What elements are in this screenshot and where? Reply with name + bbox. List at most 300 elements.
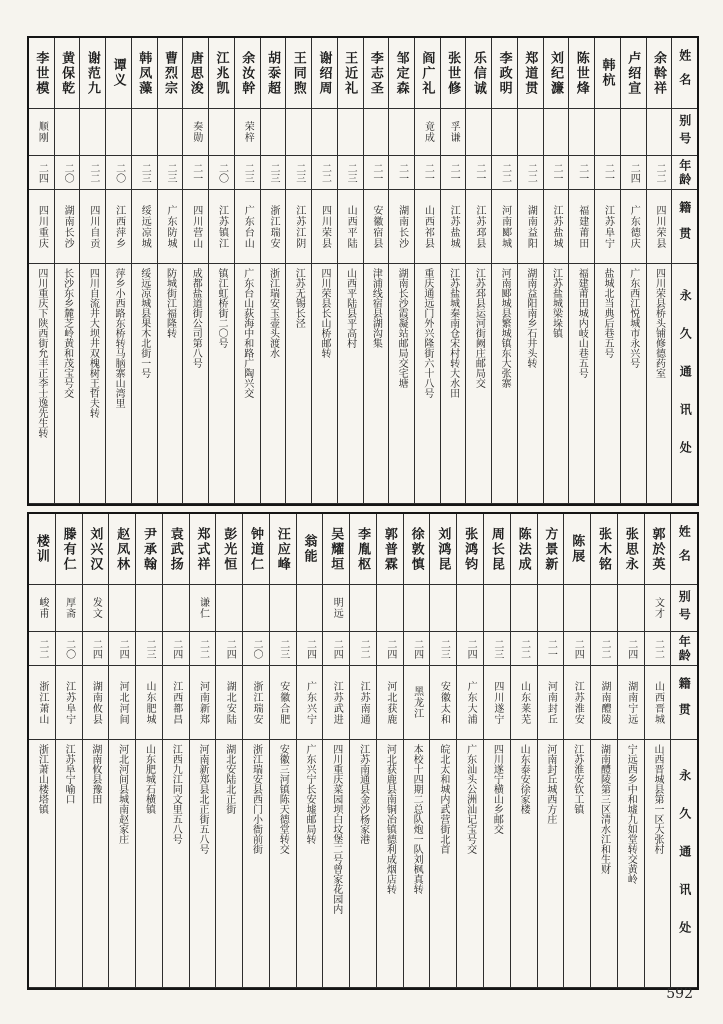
- person-age-text: 二二: [197, 638, 209, 659]
- person-column: [109, 514, 136, 988]
- person-name-text: 方景新: [543, 526, 559, 572]
- person-age-text: 二一: [576, 162, 588, 183]
- person-age-text: 二〇: [113, 162, 125, 183]
- person-name-cell: [518, 38, 543, 109]
- person-age-cell: [56, 632, 82, 666]
- person-native-text: 江苏邳县: [473, 204, 485, 249]
- person-address-text: 四川遂宁横山乡邮交: [491, 744, 503, 834]
- person-name-text: 卢绍宣: [626, 50, 642, 96]
- person-name-text: 王近礼: [343, 50, 359, 96]
- person-native-cell: [216, 666, 242, 740]
- person-alias-cell: [106, 109, 131, 156]
- person-native-cell: [136, 666, 162, 740]
- person-column: [538, 514, 565, 988]
- person-address-text: 河北获鹿县南铜冶镇德利成烟店转: [384, 744, 396, 894]
- person-native-cell: [621, 190, 646, 264]
- person-address-text: 重庆通远门外兴隆街六十八号: [421, 268, 433, 398]
- person-name-cell: [183, 38, 208, 109]
- person-column: [350, 514, 377, 988]
- person-age-cell: [544, 156, 569, 190]
- person-native-text: 河北获鹿: [384, 680, 396, 725]
- person-alias-cell: [511, 585, 537, 632]
- person-address-text: 四川重庆菜园坝白坟堡二号曾家花园内: [330, 744, 342, 914]
- header-column: [672, 38, 697, 504]
- person-address-text: 萍乡小西路东桥转马脑寨山湾里: [113, 268, 125, 408]
- person-native-text: 江苏镇江: [216, 204, 228, 249]
- person-address-text: 湖南益阳南乡石井头转: [524, 268, 536, 368]
- person-age-text: 二一: [551, 162, 563, 183]
- person-age-text: 二二: [36, 638, 48, 659]
- person-age-cell: [364, 156, 389, 190]
- person-name-text: 黄保乾: [60, 50, 76, 96]
- person-address-cell: [190, 740, 216, 988]
- person-name-cell: [55, 38, 80, 109]
- person-age-cell: [564, 632, 590, 666]
- header-address-label: 永久通讯处: [677, 768, 692, 959]
- person-age-text: 二四: [304, 638, 316, 659]
- person-native-cell: [591, 666, 617, 740]
- person-address-cell: [569, 264, 594, 504]
- person-alias-cell: [338, 109, 363, 156]
- person-name-cell: [364, 38, 389, 109]
- person-age-cell: [183, 156, 208, 190]
- person-address-cell: [106, 264, 131, 504]
- person-alias-cell: [350, 585, 376, 632]
- person-name-cell: [136, 514, 162, 585]
- person-age-cell: [55, 156, 80, 190]
- person-alias-text: 厚斋: [63, 597, 75, 619]
- person-native-cell: [538, 666, 564, 740]
- person-address-text: 广东兴宁长安墟邮局转: [304, 744, 316, 844]
- person-age-cell: [389, 156, 414, 190]
- person-age-cell: [404, 632, 430, 666]
- person-name-text: 张鸿钧: [463, 526, 479, 572]
- person-name-cell: [457, 514, 483, 585]
- person-name-cell: [569, 38, 594, 109]
- person-name-cell: [645, 514, 671, 585]
- person-column: [389, 38, 415, 504]
- person-alias-cell: [216, 585, 242, 632]
- person-name-cell: [209, 38, 234, 109]
- person-age-cell: [80, 156, 105, 190]
- person-address-cell: [430, 740, 456, 988]
- person-column: [457, 514, 484, 988]
- person-alias-cell: [457, 585, 483, 632]
- person-address-cell: [591, 740, 617, 988]
- person-name-cell: [158, 38, 183, 109]
- person-alias-cell: [430, 585, 456, 632]
- person-native-cell: [29, 190, 54, 264]
- person-name-text: 谭义: [111, 58, 127, 88]
- person-alias-cell: [492, 109, 517, 156]
- header-alias-cell: [671, 585, 697, 632]
- person-column: [80, 38, 106, 504]
- person-name-cell: [350, 514, 376, 585]
- person-column: [618, 514, 645, 988]
- person-alias-cell: [83, 585, 109, 632]
- person-alias-cell: [647, 109, 672, 156]
- header-age-label: 年龄: [677, 158, 692, 187]
- person-column: [235, 38, 261, 504]
- person-address-cell: [441, 264, 466, 504]
- person-address-text: 四川荣县桥头铺修德药室: [653, 268, 665, 378]
- person-age-text: 二一: [545, 638, 557, 659]
- person-address-cell: [323, 740, 349, 988]
- person-name-text: 徐敦慎: [409, 526, 425, 572]
- person-age-text: 二四: [572, 638, 584, 659]
- person-native-text: 湖南宁远: [625, 680, 637, 725]
- person-address-cell: [136, 740, 162, 988]
- person-address-cell: [29, 264, 54, 504]
- person-name-text: 江兆凯: [214, 50, 230, 96]
- person-age-cell: [338, 156, 363, 190]
- person-column: [183, 38, 209, 504]
- person-native-text: 江苏武进: [331, 680, 343, 725]
- person-name-cell: [312, 38, 337, 109]
- person-column: [163, 514, 190, 988]
- header-age-cell: [672, 156, 697, 190]
- person-name-cell: [29, 514, 55, 585]
- person-native-cell: [312, 190, 337, 264]
- person-age-text: 二四: [36, 162, 48, 183]
- person-address-text: 本校十四期二总队炮一队刘枫真转: [411, 744, 423, 894]
- person-alias-cell: [518, 109, 543, 156]
- person-name-cell: [286, 38, 311, 109]
- person-address-text: 山东肥城石横镇: [143, 744, 155, 814]
- person-age-text: 二一: [370, 162, 382, 183]
- person-name-text: 钟道仁: [249, 526, 264, 572]
- person-name-text: 郭於英: [650, 526, 666, 572]
- person-name-cell: [538, 514, 564, 585]
- person-column: [83, 514, 110, 988]
- person-name-cell: [235, 38, 260, 109]
- person-column: [297, 514, 324, 988]
- person-name-cell: [466, 38, 491, 109]
- person-alias-cell: [323, 585, 349, 632]
- person-address-text: 成都盐道街公司第八号: [190, 268, 202, 368]
- person-name-cell: [564, 514, 590, 585]
- person-address-cell: [518, 264, 543, 504]
- person-address-text: 安徽三河镇陈天德堂转交: [277, 744, 289, 854]
- person-name-cell: [261, 38, 286, 109]
- person-age-cell: [163, 632, 189, 666]
- roster-table-top: [27, 36, 699, 506]
- person-native-text: 江苏盐城: [448, 204, 460, 249]
- person-age-text: 二四: [411, 638, 423, 659]
- person-native-cell: [261, 190, 286, 264]
- person-address-text: 盐城北当典后巷五号: [602, 268, 614, 358]
- person-address-cell: [404, 740, 430, 988]
- person-native-cell: [55, 190, 80, 264]
- person-native-cell: [350, 666, 376, 740]
- person-address-text: 广东西江悦城市永兴号: [627, 268, 639, 368]
- person-name-cell: [297, 514, 323, 585]
- person-name-text: 刘鸿昆: [436, 526, 452, 572]
- person-address-text: 防城街江福隆转: [164, 268, 176, 338]
- person-address-cell: [56, 740, 82, 988]
- person-alias-cell: [364, 109, 389, 156]
- person-age-cell: [106, 156, 131, 190]
- person-address-cell: [544, 264, 569, 504]
- person-age-text: 二二: [652, 638, 664, 659]
- person-column: [569, 38, 595, 504]
- person-native-cell: [441, 190, 466, 264]
- person-alias-cell: [377, 585, 403, 632]
- person-age-cell: [29, 632, 55, 666]
- person-column: [55, 38, 81, 504]
- person-name-cell: [618, 514, 644, 585]
- person-address-text: 四川重庆下陕西街允丰正李士逸先生转: [35, 268, 47, 438]
- person-column: [441, 38, 467, 504]
- person-address-text: 镇江虹桥街二〇号: [216, 268, 227, 348]
- person-column: [484, 514, 511, 988]
- person-address-cell: [338, 264, 363, 504]
- person-name-cell: [338, 38, 363, 109]
- person-address-text: 江苏淮安钦工镇: [571, 744, 583, 814]
- header-name-cell: [672, 38, 697, 109]
- person-alias-cell: [538, 585, 564, 632]
- person-age-text: 二四: [628, 162, 640, 183]
- person-age-text: 二二: [525, 162, 537, 183]
- person-native-cell: [338, 190, 363, 264]
- person-age-cell: [415, 156, 440, 190]
- person-column: [106, 38, 132, 504]
- person-alias-cell: [569, 109, 594, 156]
- person-age-text: 二一: [473, 162, 485, 183]
- person-name-text: 吴耀垣: [329, 526, 345, 572]
- person-address-cell: [183, 264, 208, 504]
- person-age-text: 二四: [465, 638, 477, 659]
- person-alias-text: 峻甫: [36, 597, 48, 619]
- person-age-cell: [286, 156, 311, 190]
- person-name-text: 陈世烽: [574, 50, 590, 96]
- person-address-text: 浙江瑞安玉壶头渡水: [267, 268, 279, 358]
- person-alias-cell: [645, 585, 671, 632]
- person-address-text: 绥远凉城县果木北街一号: [138, 268, 150, 378]
- person-name-cell: [492, 38, 517, 109]
- person-native-cell: [645, 666, 671, 740]
- person-native-cell: [190, 666, 216, 740]
- person-native-text: 湖南醴陵: [598, 680, 610, 725]
- person-native-cell: [183, 190, 208, 264]
- person-column: [29, 514, 56, 988]
- person-age-text: 二三: [293, 162, 305, 183]
- person-column: [323, 514, 350, 988]
- person-address-cell: [286, 264, 311, 504]
- person-native-text: 四川荣县: [653, 204, 665, 249]
- person-alias-text: 奏勋: [190, 121, 202, 143]
- person-column: [415, 38, 441, 504]
- person-native-text: 山西平陆: [345, 204, 357, 249]
- person-name-text: 李志圣: [368, 50, 384, 96]
- person-address-cell: [312, 264, 337, 504]
- header-age-cell: [671, 632, 697, 666]
- person-native-text: 湖北安陆: [224, 680, 236, 725]
- person-age-cell: [377, 632, 403, 666]
- person-native-cell: [518, 190, 543, 264]
- person-age-cell: [591, 632, 617, 666]
- person-address-cell: [55, 264, 80, 504]
- person-native-cell: [286, 190, 311, 264]
- person-name-cell: [621, 38, 646, 109]
- person-native-text: 绥远凉城: [139, 204, 151, 249]
- person-native-cell: [389, 190, 414, 264]
- page-number: 592: [666, 986, 693, 1002]
- person-age-cell: [323, 632, 349, 666]
- person-age-text: 二〇: [216, 162, 228, 183]
- person-age-text: 二四: [90, 638, 102, 659]
- person-name-cell: [106, 38, 131, 109]
- person-native-cell: [243, 666, 269, 740]
- person-address-text: 江苏无锡长泾: [293, 268, 305, 328]
- person-native-cell: [618, 666, 644, 740]
- person-native-cell: [430, 666, 456, 740]
- person-alias-cell: [80, 109, 105, 156]
- person-age-cell: [29, 156, 54, 190]
- person-alias-text: 明远: [331, 597, 343, 619]
- person-native-text: 江西萍乡: [113, 204, 125, 249]
- person-column: [158, 38, 184, 504]
- person-column: [364, 38, 390, 504]
- person-age-cell: [136, 632, 162, 666]
- person-address-cell: [270, 740, 296, 988]
- person-name-text: 陈展: [570, 534, 586, 564]
- person-alias-cell: [591, 585, 617, 632]
- person-address-cell: [538, 740, 564, 988]
- person-native-text: 江苏淮安: [572, 680, 584, 725]
- person-address-cell: [235, 264, 260, 504]
- person-address-text: 福建莆田城内岐山巷五号: [576, 268, 588, 378]
- person-name-cell: [591, 514, 617, 585]
- person-native-text: 河南郾城: [499, 204, 511, 249]
- person-address-cell: [243, 740, 269, 988]
- person-native-cell: [209, 190, 234, 264]
- person-column: [243, 514, 270, 988]
- person-age-cell: [209, 156, 234, 190]
- person-native-cell: [109, 666, 135, 740]
- person-age-text: 二四: [224, 638, 236, 659]
- person-address-cell: [350, 740, 376, 988]
- person-address-cell: [511, 740, 537, 988]
- person-address-cell: [297, 740, 323, 988]
- header-column: [671, 514, 697, 988]
- person-age-cell: [647, 156, 672, 190]
- person-age-text: 二二: [499, 162, 511, 183]
- person-name-text: 刘兴汉: [88, 526, 104, 572]
- person-name-cell: [29, 38, 54, 109]
- person-alias-text: 发文: [90, 597, 102, 619]
- person-native-text: 江苏江阴: [293, 204, 305, 249]
- person-native-text: 湖南攸县: [90, 680, 102, 725]
- person-alias-cell: [158, 109, 183, 156]
- person-native-cell: [492, 190, 517, 264]
- person-age-text: 二二: [653, 162, 665, 183]
- person-native-cell: [158, 190, 183, 264]
- person-native-text: 四川自贡: [87, 204, 99, 249]
- person-column: [209, 38, 235, 504]
- person-column: [29, 38, 55, 504]
- person-address-text: 四川荣县长山桥邮转: [318, 268, 330, 358]
- person-address-text: 浙江瑞安县西门小衙前街: [250, 744, 262, 854]
- person-name-cell: [323, 514, 349, 585]
- person-alias-cell: [297, 585, 323, 632]
- person-name-text: 谢范九: [85, 50, 101, 96]
- person-age-text: 二一: [448, 162, 460, 183]
- person-name-cell: [404, 514, 430, 585]
- person-name-cell: [415, 38, 440, 109]
- person-age-cell: [312, 156, 337, 190]
- person-column: [190, 514, 217, 988]
- person-age-text: 二一: [422, 162, 434, 183]
- person-alias-text: 孚谦: [448, 121, 460, 143]
- person-age-cell: [618, 632, 644, 666]
- person-age-text: 二三: [345, 162, 357, 183]
- person-age-cell: [466, 156, 491, 190]
- person-age-cell: [484, 632, 510, 666]
- person-address-cell: [595, 264, 620, 504]
- person-name-cell: [80, 38, 105, 109]
- person-alias-cell: [29, 585, 55, 632]
- person-name-cell: [243, 514, 269, 585]
- person-alias-cell: [29, 109, 54, 156]
- person-native-cell: [415, 190, 440, 264]
- person-name-text: 王同煦: [291, 50, 307, 96]
- person-name-cell: [132, 38, 157, 109]
- person-alias-cell: [286, 109, 311, 156]
- person-age-text: 二四: [331, 638, 343, 659]
- person-native-text: 广东台山: [242, 204, 254, 249]
- person-age-cell: [538, 632, 564, 666]
- header-native-cell: [671, 666, 697, 740]
- person-native-text: 广东德庆: [628, 204, 640, 249]
- person-native-text: 江苏阜宁: [602, 204, 614, 249]
- person-name-text: 余斡祥: [651, 50, 667, 96]
- person-age-text: 二〇: [251, 638, 262, 659]
- person-native-cell: [323, 666, 349, 740]
- person-age-text: 二四: [625, 638, 637, 659]
- person-address-cell: [564, 740, 590, 988]
- person-age-cell: [158, 156, 183, 190]
- person-native-cell: [544, 190, 569, 264]
- person-name-text: 曹烈宗: [163, 50, 179, 96]
- person-alias-cell: [484, 585, 510, 632]
- person-native-text: 河南新郑: [197, 680, 209, 725]
- person-age-text: 二三: [491, 638, 503, 659]
- person-name-cell: [441, 38, 466, 109]
- person-native-cell: [484, 666, 510, 740]
- person-alias-cell: [243, 585, 269, 632]
- person-name-cell: [544, 38, 569, 109]
- person-name-cell: [270, 514, 296, 585]
- header-native-label: 籍贯: [677, 676, 692, 729]
- person-address-text: 湖南醴陵第三区清水江和生财: [598, 744, 610, 874]
- person-name-cell: [647, 38, 672, 109]
- person-alias-cell: [55, 109, 80, 156]
- person-age-text: 二四: [384, 638, 396, 659]
- header-alias-label: 别号: [677, 114, 692, 150]
- person-address-text: 江苏盐城梁垛镇: [550, 268, 562, 338]
- person-native-cell: [297, 666, 323, 740]
- person-address-cell: [389, 264, 414, 504]
- person-column: [544, 38, 570, 504]
- person-address-text: 山西晋城县第一区大张村: [651, 744, 663, 854]
- person-native-text: 四川荣县: [319, 204, 331, 249]
- person-native-cell: [377, 666, 403, 740]
- person-alias-cell: [595, 109, 620, 156]
- person-native-cell: [163, 666, 189, 740]
- person-name-text: 汪应峰: [275, 526, 291, 572]
- person-name-cell: [511, 514, 537, 585]
